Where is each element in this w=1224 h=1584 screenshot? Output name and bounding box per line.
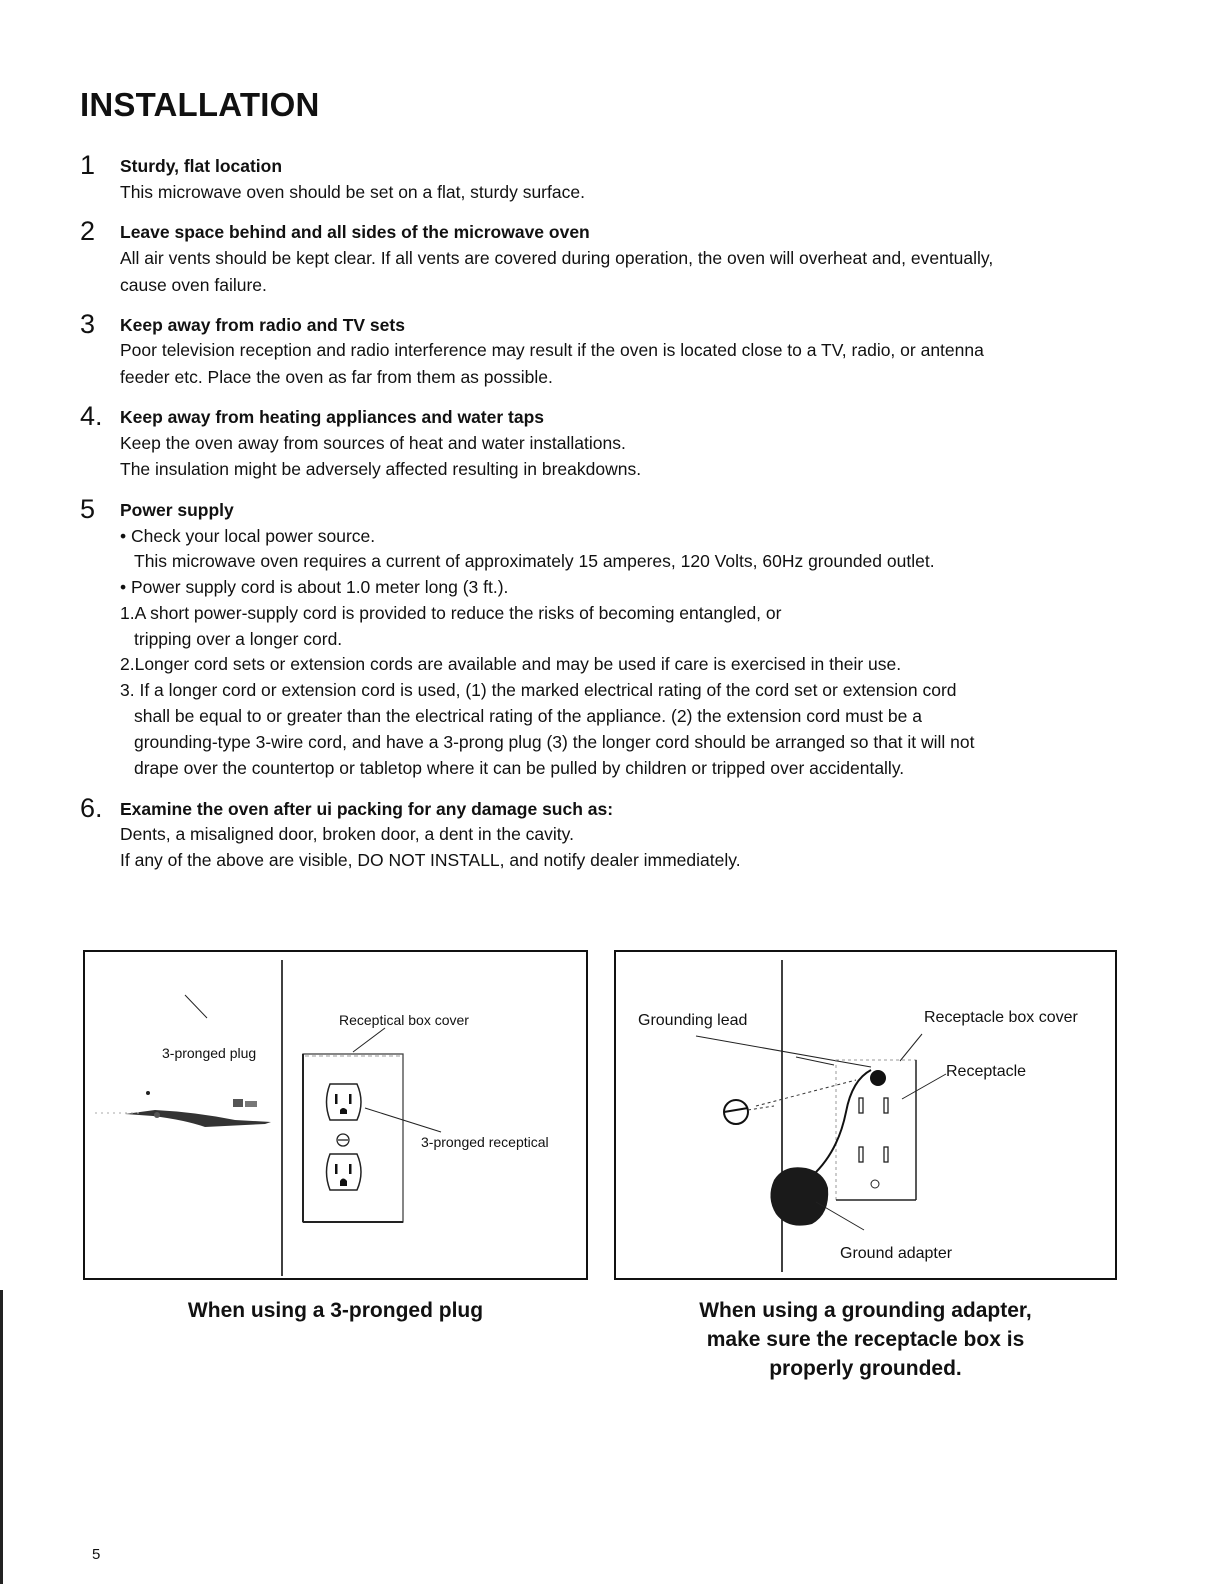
- step-text: The insulation might be adversely affected resulting in breakdowns.: [120, 459, 642, 479]
- step-text: • Power supply cord is about 1.0 meter long (3 ft.).: [120, 577, 509, 597]
- step-text: tripping over a longer cord.: [134, 629, 343, 649]
- step-text: Dents, a misaligned door, broken door, a dent in the cavity.: [120, 824, 574, 844]
- step-number: 6.: [80, 793, 103, 823]
- step-number: 5: [80, 494, 96, 524]
- adapter-illustration: [616, 952, 1119, 1282]
- step-number: 1: [80, 150, 96, 180]
- step-text: cause oven failure.: [120, 275, 267, 295]
- page-title: INSTALLATION: [80, 86, 320, 123]
- step-text: • Check your local power source.: [120, 526, 376, 546]
- plug-label: 3-pronged plug: [162, 1045, 257, 1061]
- caption-line: make sure the receptacle box is: [706, 1328, 1025, 1351]
- step-text: Keep the oven away from sources of heat and water installations.: [120, 433, 626, 453]
- cover-label: Receptical box cover: [339, 1012, 469, 1028]
- step-heading: Keep away from radio and TV sets: [120, 315, 405, 335]
- step-heading: Sturdy, flat location: [120, 156, 283, 176]
- step-text: feeder etc. Place the oven as far from them as possible.: [120, 367, 553, 387]
- step-number: 4.: [80, 401, 103, 431]
- step-heading: Leave space behind and all sides of the microwave oven: [120, 222, 590, 242]
- figure-three-pronged-plug: [83, 950, 588, 1280]
- scan-edge-rule: [0, 1290, 3, 1584]
- receptacle-label: Receptacle: [946, 1063, 1027, 1080]
- step-text: This microwave oven requires a current of approximately 15 amperes, 120 Volts, 60Hz grounded outlet.: [134, 551, 935, 571]
- step-number: 2: [80, 216, 96, 246]
- page-number: 5: [92, 1546, 101, 1563]
- caption-line: properly grounded.: [769, 1357, 962, 1380]
- step-text: If any of the above are visible, DO NOT INSTALL, and notify dealer immediately.: [120, 850, 741, 870]
- right-figure-caption: [614, 1296, 1117, 1383]
- step-text: 1.A short power-supply cord is provided to reduce the risks of becoming entangled, or: [120, 603, 782, 623]
- plug-illustration: [85, 952, 590, 1282]
- lead-label: Grounding lead: [638, 1012, 748, 1029]
- step-text: shall be equal to or greater than the electrical rating of the appliance. (2) the extension cord must be a: [134, 706, 922, 726]
- receptacle-label: 3-pronged receptical: [421, 1134, 549, 1150]
- caption-line: When using a grounding adapter,: [699, 1299, 1032, 1322]
- step-text: drape over the countertop or tabletop where it can be pulled by children or tripped over accidentally.: [134, 758, 905, 778]
- figure-grounding-adapter: [614, 950, 1117, 1280]
- step-text: grounding-type 3-wire cord, and have a 3-prong plug (3) the longer cord should be arranged so that it will not: [134, 732, 975, 752]
- left-figure-caption: When using a 3-pronged plug: [187, 1299, 484, 1322]
- step-text: This microwave oven should be set on a flat, sturdy surface.: [120, 182, 585, 202]
- cover-label: Receptacle box cover: [924, 1009, 1078, 1026]
- step-text: 3. If a longer cord or extension cord is used, (1) the marked electrical rating of the cord set or extension cord: [120, 680, 957, 700]
- step-heading: Keep away from heating appliances and water taps: [120, 407, 545, 427]
- step-number: 3: [80, 309, 96, 339]
- step-text: All air vents should be kept clear. If all vents are covered during operation, the oven will overheat and, eventually,: [120, 248, 994, 268]
- step-heading: Power supply: [120, 500, 234, 520]
- step-heading: Examine the oven after ui packing for any damage such as:: [120, 799, 614, 819]
- step-text: Poor television reception and radio interference may result if the oven is located close to a TV, radio, or antenna: [120, 340, 984, 360]
- adapter-label: Ground adapter: [840, 1245, 953, 1262]
- step-text: 2.Longer cord sets or extension cords are available and may be used if care is exercised in their use.: [120, 654, 902, 674]
